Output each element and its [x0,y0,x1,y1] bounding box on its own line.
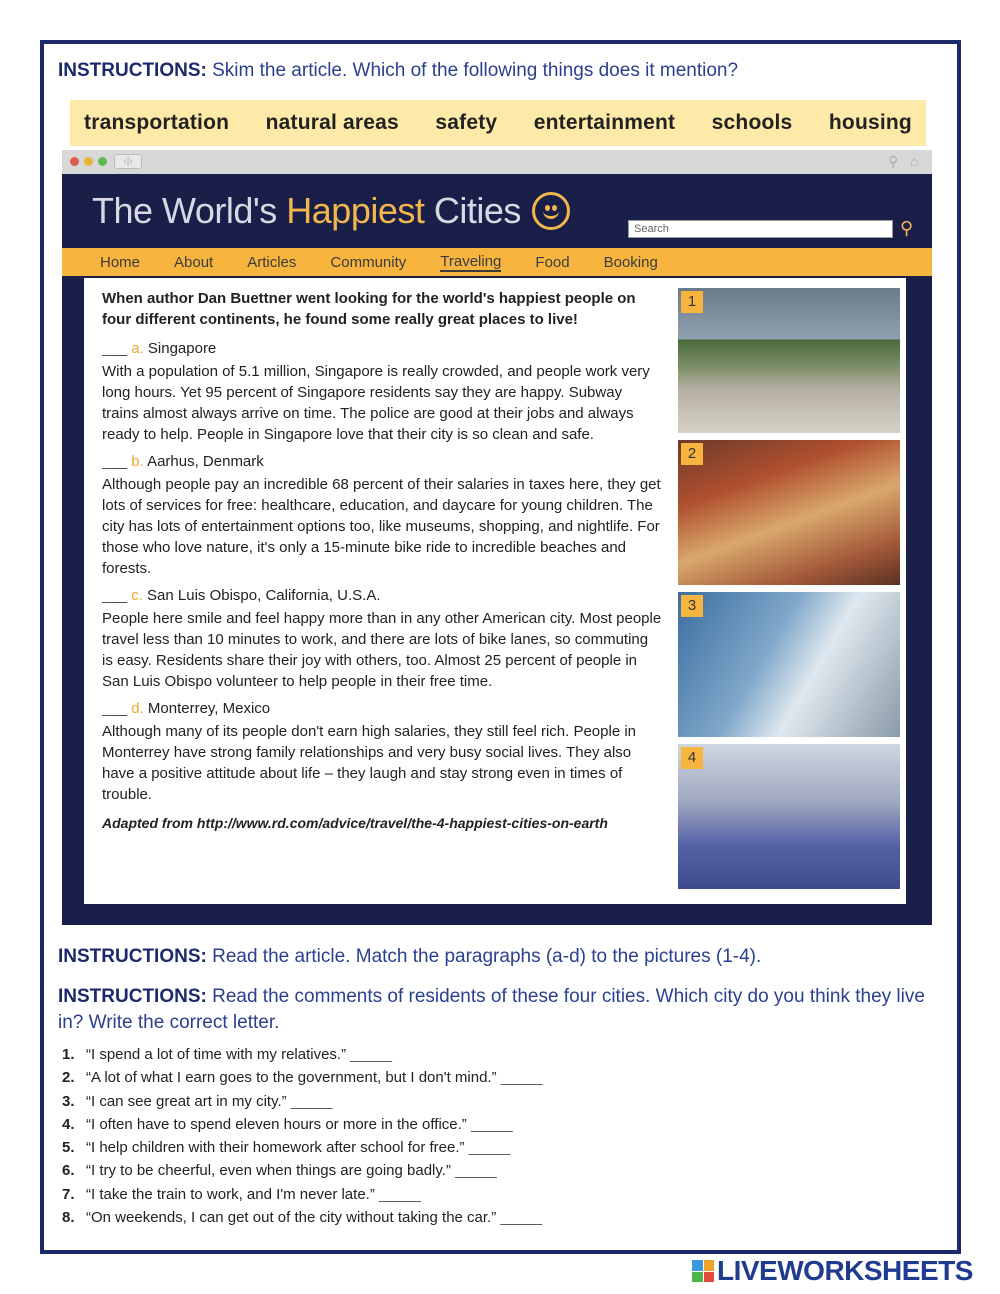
section-text: Although many of its people don't earn high salaries, they still feel rich. People in Monterrey have strong family relationships and very busy social lives. They also have a positive attitude about life – they laugh and stay strong even in times of trouble. [102,723,637,803]
section-city: San Luis Obispo, California, U.S.A. [147,587,381,604]
answer-blank[interactable]: _____ [470,1115,513,1133]
word-bank-item: housing [828,111,912,134]
nav-item-community: Community [330,253,407,271]
instruction-comments [58,984,928,1036]
question-number: 1. [62,1046,75,1063]
article-body [102,288,662,834]
word-bank [70,100,926,146]
question-item [62,1206,543,1229]
question-item [62,1113,543,1136]
question-item [62,1136,543,1159]
answer-blank: ___ [102,453,128,470]
title-text: The World's [92,190,287,231]
answer-blank[interactable]: _____ [350,1046,392,1063]
nav-item-food: Food [535,253,570,271]
browser-chrome [62,150,932,174]
photo-number: 2 [681,443,703,465]
instruction-label: INSTRUCTIONS: [58,986,207,1007]
section-city: Singapore [147,340,217,357]
instruction-text: Skim the article. Which of the following things does it mention? [212,60,739,81]
answer-blank[interactable]: _____ [468,1139,511,1157]
minimize-dot-icon [84,157,93,166]
question-number: 7. [62,1185,75,1203]
magnifier-icon: ⚲ [900,218,914,238]
question-number: 6. [62,1162,75,1180]
section-city: Monterrey, Mexico [147,700,271,717]
answer-blank[interactable]: _____ [290,1092,333,1110]
logo-text: LIVEWORKSHEETS [717,1255,973,1286]
section-letter: a. [131,340,144,357]
instruction-skim [58,58,738,84]
section-text: Although people pay an incredible 68 percent of their salaries in taxes here, they get lots of services for free: healthcare, education, and daycare for young children. The city has lots of entertainment options too, like museums, shopping, and nightlife. For those who love nature, it's only a 15-minute bike ride to incredible beaches and forests. [102,476,661,577]
question-number: 2. [62,1069,75,1087]
article-credit: Adapted from http://www.rd.com/advice/travel/the-4-happiest-cities-on-earth [102,815,608,831]
word-bank-item: entertainment [533,111,676,134]
answer-blank[interactable]: _____ [379,1185,421,1203]
question-text: “I spend a lot of time with my relatives.” [86,1046,347,1063]
answer-blank: ___ [102,587,128,604]
logo-blocks-icon [692,1260,714,1282]
question-item [62,1183,543,1206]
home-icon: ⌂ [910,153,919,169]
photo-number: 1 [681,291,703,313]
search-input: Search [628,220,893,238]
nav-item-booking: Booking [603,253,658,271]
instruction-text: Read the comments of residents of these four cities. Which city do you think they live in? Write the correct letter. [58,986,925,1033]
nav-item-about: About [174,253,214,271]
search-icon: ⚲ [888,153,899,169]
word-bank-item: natural areas [265,111,399,134]
question-item [62,1159,543,1182]
section-heading [102,698,662,719]
section-heading [102,585,662,606]
answer-blank: ___ [102,340,128,357]
section-heading [102,338,662,359]
photo-cyclist [678,592,900,737]
nav-item-articles: Articles [247,253,297,271]
question-text: “I try to be cheerful, even when things are going badly.” [86,1162,451,1180]
question-number: 8. [62,1209,75,1227]
question-item [62,1090,543,1113]
photo-subway-train [678,744,900,889]
nav-arrows-icon: ‹|› [114,154,142,169]
browser-window [62,150,932,925]
photo-number: 4 [681,747,703,769]
question-item [62,1043,543,1066]
section-letter: c. [131,587,143,604]
question-item [62,1066,543,1089]
photo-beach [678,288,900,433]
smiley-icon [532,192,570,230]
word-bank-item: transportation [84,111,230,134]
section-letter: b. [131,453,144,470]
answer-blank[interactable]: _____ [455,1162,497,1180]
section-heading [102,451,662,472]
maximize-dot-icon [98,157,107,166]
question-text: “On weekends, I can get out of the city without taking the car.” [86,1209,497,1227]
question-text: “I often have to spend eleven hours or more in the office.” [86,1115,467,1133]
answer-blank[interactable]: _____ [500,1069,543,1087]
article-lead: When author Dan Buettner went looking for the world's happiest people on four different continents, he found some really great places to live! [102,290,636,328]
title-highlight: Happiest [286,190,425,231]
article-panel [84,278,906,904]
photo-family-dinner [678,440,900,585]
instruction-match [58,944,761,970]
question-number: 3. [62,1092,75,1110]
question-list [62,1043,543,1229]
close-dot-icon [70,157,79,166]
word-bank-item: schools [711,111,793,134]
title-text: Cities [424,190,521,231]
section-text: With a population of 5.1 million, Singapore is really crowded, and people work very long hours. Yet 95 percent of Singapore residents say they are happy. Subway trains almost always arrive on time. The police are good at their jobs and always ready to help. People in Singapore love that their city is so clean and safe. [102,363,650,443]
instruction-text: Read the article. Match the paragraphs (a-d) to the pictures (1-4). [212,946,762,967]
section-text: People here smile and feel happy more than in any other American city. Most people travel less than 10 minutes to work, and there are lots of bike lanes, so commuting is easy. Residents share their joy with others, too. Almost 25 percent of people in San Luis Obispo volunteer to help people in their free time. [102,610,662,690]
section-city: Aarhus, Denmark [147,453,264,470]
liveworksheets-logo [692,1256,973,1286]
instruction-label: INSTRUCTIONS: [58,946,207,967]
photo-number: 3 [681,595,703,617]
question-text: “I take the train to work, and I'm never late.” [86,1185,375,1203]
question-text: “I help children with their homework after school for free.” [86,1139,465,1157]
answer-blank: ___ [102,700,128,717]
word-bank-item: safety [435,111,498,134]
answer-blank[interactable]: _____ [500,1209,543,1227]
question-number: 4. [62,1115,75,1133]
site-nav [62,248,932,276]
site-title [92,190,521,232]
instruction-label: INSTRUCTIONS: [58,60,207,81]
question-text: “I can see great art in my city.” [86,1092,287,1110]
nav-item-traveling: Traveling [440,252,502,270]
nav-item-home: Home [100,253,141,271]
section-letter: d. [131,700,144,717]
question-number: 5. [62,1139,75,1157]
question-text: “A lot of what I earn goes to the government, but I don't mind.” [86,1069,497,1087]
